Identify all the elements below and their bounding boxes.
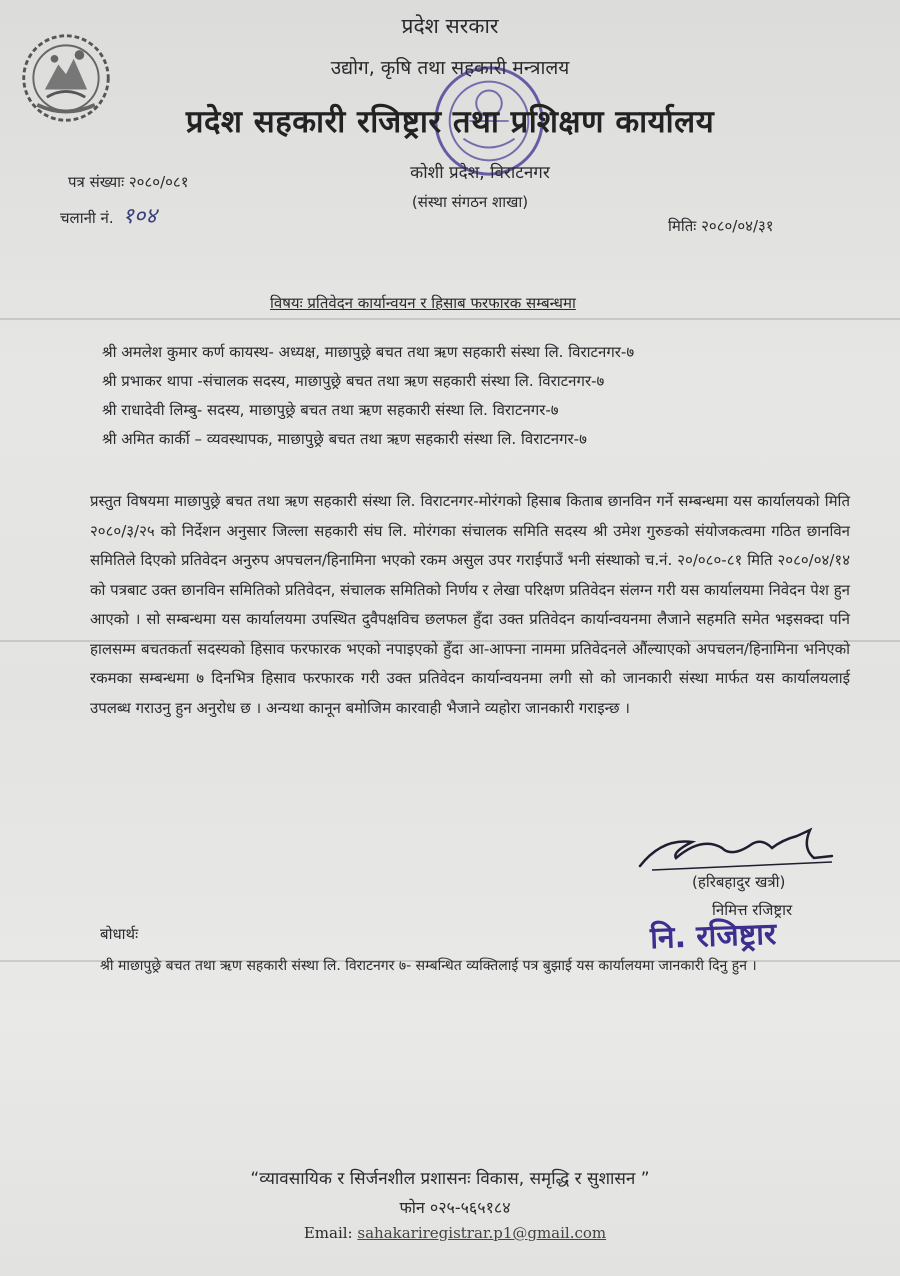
footer-email-row: [0, 1224, 900, 1242]
dispatch-number: १०४: [122, 204, 157, 229]
registrar-stamp: नि. रजिष्ट्रार: [649, 916, 777, 957]
recipient-list: [102, 338, 634, 454]
signatory-title: निमित्त रजिष्ट्रार: [712, 901, 793, 919]
dispatch-number-row: [60, 200, 157, 230]
header-government: प्रदेश सरकार: [401, 14, 499, 38]
signature-icon: [632, 818, 842, 878]
header-location: कोशी प्रदेश, विराटनगर: [410, 163, 550, 183]
signatory-name: (हरिबहादुर खत्री): [692, 873, 786, 891]
recipient-item: श्री प्रभाकर थापा -संचालक सदस्य, माछापुछ्रे बचत तथा ऋण सहकारी संस्था लि. विराटनगर-७: [102, 372, 605, 390]
letter-subject: विषयः प्रतिवेदन कार्यान्वयन र हिसाब फरफारक सम्बन्धमा: [270, 294, 576, 312]
header-section: (संस्था संगठन शाखा): [411, 193, 529, 211]
email-address: sahakariregistrar.p1@gmail.com: [357, 1224, 607, 1242]
letter-date: मितिः २०८०/०४/३१: [668, 217, 774, 235]
email-label: Email:: [303, 1224, 353, 1242]
letter-body: प्रस्तुत विषयमा माछापुछ्रे बचत तथा ऋण सहकारी संस्था लि. विराटनगर-मोरंगको हिसाब किताब छानविन गर्ने सम्बन्धमा यस कार्यालयको मिति २०८०/३/२५ को निर्देशन अनुसार जिल्ला सहकारी संघ लि. मोरंगका संचालक समिति सदस्य श्री उमेश गुरुङको संयोजकत्वमा गठित छानविन समितिले दिएको प्रतिवेदन अनुरुप अपचलन/हिनामिना भएको रकम असुल उपर गराईपाउँ भनी संस्थाको च.नं. २०/०८०-८१ मिति २०८०/०४/१४ को पत्रबाट उक्त छानविन समितिको प्रतिवेदन, संचालक समितिको निर्णय र लेखा परिक्षण प्रतिवेदन संलग्न गरी यस कार्यालयमा निवेदन पेश हुन आएको । सो सम्बन्धमा यस कार्यालयमा उपस्थित दुवैपक्षविच छलफल हुँदा उक्त प्रतिवेदन कार्यान्वयनमा लैजाने सहमति समेत भइसक्दा पनि हालसम्म बचतकर्ता सदस्यको हिसाव फरफारक भएको नपाइएको हुँदा आ-आफ्ना नाममा प्रतिवेदनले औंल्याएको अपचलन/हिनामिना भनिएको रकमका सम्बन्धमा ७ दिनभित्र हिसाव फरफारक गरी उक्त प्रतिवेदन कार्यान्वयनमा लगी सो को जानकारी संस्था मार्फत यस कार्यालयलाई उपलब्ध गराउनु हुन अनुरोध छ । अन्यथा कानून बमोजिम कारवाही भैजाने व्यहोरा जानकारी गराइन्छ ।: [90, 492, 850, 717]
footer-motto: “व्यावसायिक र सिर्जनशील प्रशासनः विकास, समृद्धि र सुशासन ”: [250, 1169, 650, 1189]
cc-label: बोधार्थः: [100, 925, 139, 943]
header-ministry: उद्योग, कृषि तथा सहकारी मन्त्रालय: [330, 57, 570, 79]
recipient-item: श्री राधादेवी लिम्बु- सदस्य, माछापुछ्रे बचत तथा ऋण सहकारी संस्था लि. विराटनगर-७: [102, 401, 559, 419]
cc-text: श्री माछापुछ्रे बचत तथा ऋण सहकारी संस्था लि. विराटनगर ७- सम्बन्धित व्यक्तिलाई पत्र बुझाई यस कार्यालयमा जानकारी दिनु हुन ।: [100, 958, 757, 974]
footer-phone: फोन ०२५-५६५१८४: [399, 1198, 511, 1217]
letter-number: पत्र संख्याः २०८०/०८१: [68, 173, 189, 191]
paper-fold-line: [0, 318, 900, 320]
recipient-item: श्री अमलेश कुमार कर्ण कायस्थ- अध्यक्ष, माछापुछ्रे बचत तथा ऋण सहकारी संस्था लि. विराटनगर-७: [102, 343, 635, 361]
recipient-item: श्री अमित कार्की – व्यवस्थापक, माछापुछ्रे बचत तथा ऋण सहकारी संस्था लि. विराटनगर-७: [102, 430, 587, 448]
header-office-title: प्रदेश सहकारी रजिष्ट्रार तथा प्रशिक्षण कार्यालय: [185, 104, 715, 140]
dispatch-label: चलानी नं.: [60, 209, 114, 227]
